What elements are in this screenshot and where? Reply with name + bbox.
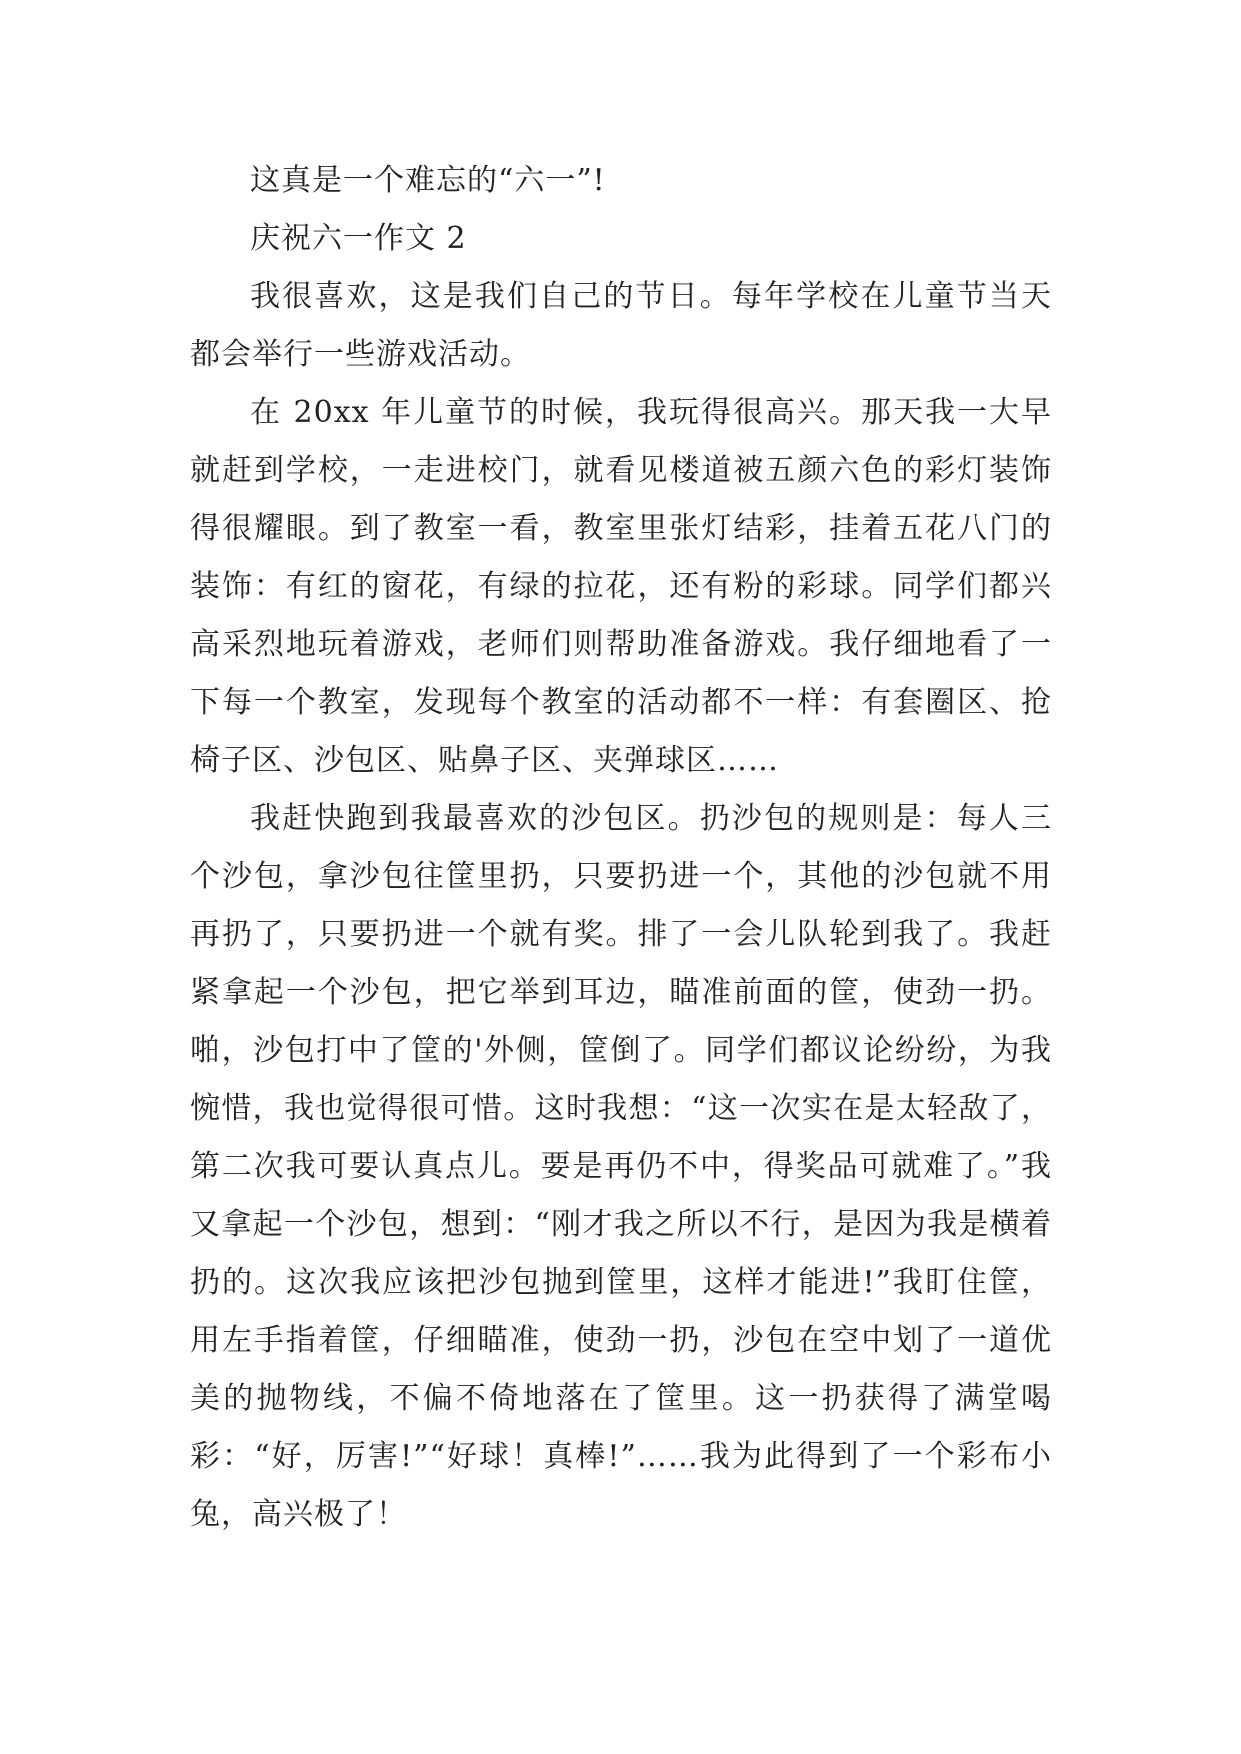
paragraph-school-description: 在 20xx 年儿童节的时候，我玩得很高兴。那天我一大早就赶到学校，一走进校门，就看见楼道被五颜六色的彩灯装饰得很耀眼。到了教室一看，教室里张灯结彩，挂着五花八门的装饰：有红的窗花，有绿的拉花，还有粉的彩球。同学们都兴高采烈地玩着游戏，老师们则帮助准备游戏。我仔细地看了一下每一个教室，发现每个教室的活动都不一样：有套圈区、抢椅子区、沙包区、贴鼻子区、夹弹球区…… (190, 395, 1052, 778)
closing-sentence: 这真是一个难忘的“六一”! (250, 163, 606, 198)
paragraph-sandbag-game: 我赶快跑到我最喜欢的沙包区。扔沙包的规则是：每人三个沙包，拿沙包往筐里扔，只要扔进一个，其他的沙包就不用再扔了，只要扔进一个就有奖。排了一会儿队轮到我了。我赶紧拿起一个沙包，把它举到耳边，瞄准前面的筐，使劲一扔。啪，沙包打中了筐的'外侧，筐倒了。同学们都议论纷纷，为我惋惜，我也觉得很可惜。这时我想：“这一次实在是太轻敌了，第二次我可要认真点儿。要是再仍不中，得奖品可就难了。”我又拿起一个沙包，想到：“刚才我之所以不行，是因为我是横着扔的。这次我应该把沙包抛到筐里，这样才能进!”我盯住筐，用左手指着筐，仔细瞄准，使劲一扔，沙包在空中划了一道优美的抛物线，不偏不倚地落在了筐里。这一扔获得了满堂喝彩：“好，厉害!”“好球！真棒!”……我为此得到了一个彩布小兔，高兴极了！ (190, 801, 1052, 1532)
article-body (190, 152, 1052, 1544)
paragraph-intro: 我很喜欢，这是我们自己的节日。每年学校在儿童节当天都会举行一些游戏活动。 (190, 279, 1052, 372)
essay-title: 庆祝六一作文 2 (250, 221, 467, 256)
